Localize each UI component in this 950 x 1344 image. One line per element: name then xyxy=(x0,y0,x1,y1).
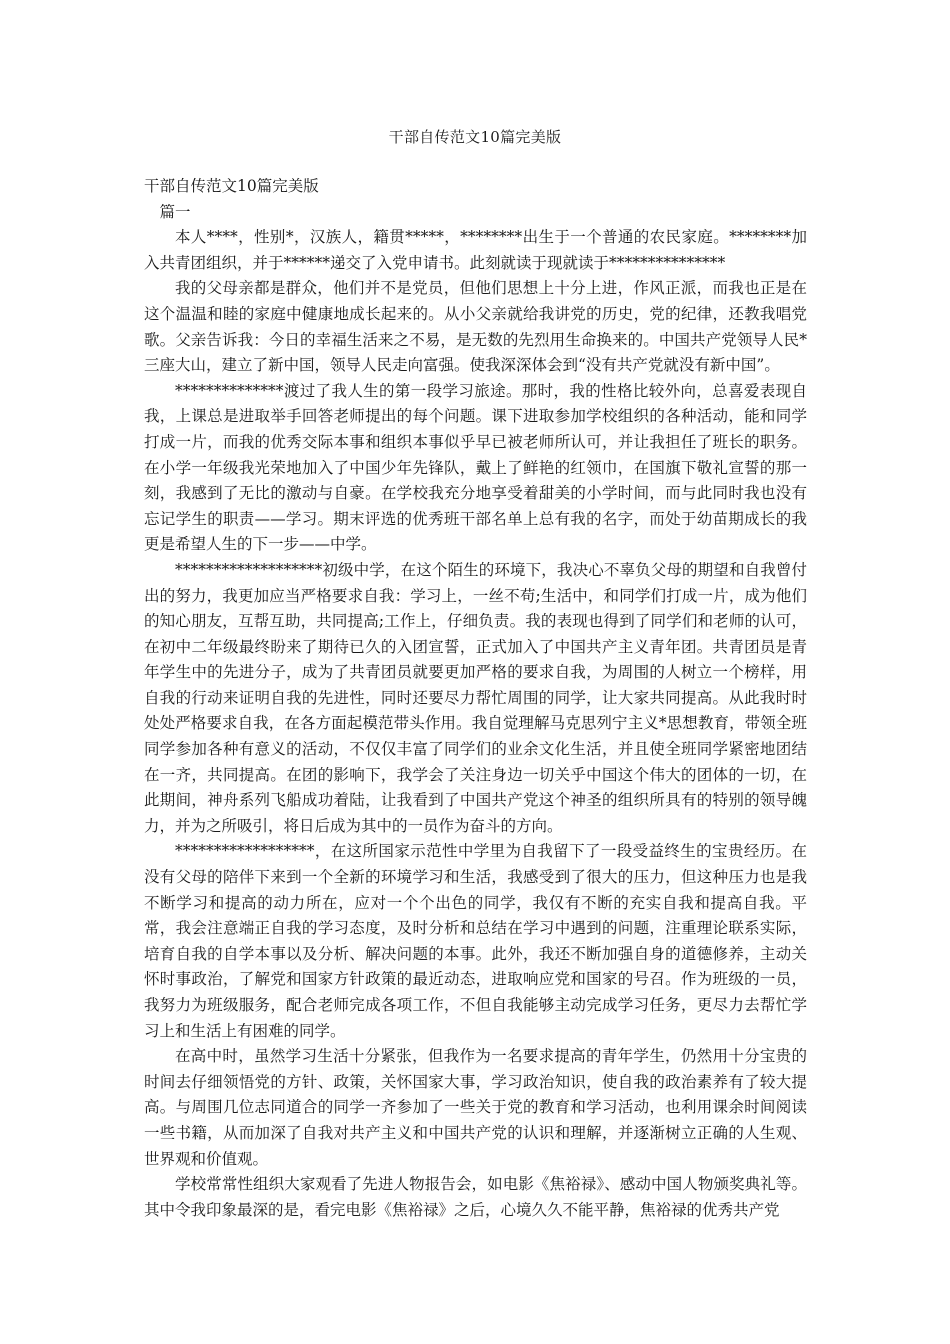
paragraph: ******************，在这所国家示范性中学里为自我留下了一段受益终生的宝贵经历。在没有父母的陪伴下来到一个全新的环境学习和生活，我感受到了很大的压力，但这种压力也是我不断学习和提高的动力所在，应对一个个出色的同学，我仅有不断的充实自我和提高自我。平常，我会注意端正自我的学习态度，及时分析和总结在学习中遇到的问题，注重理论联系实际，培育自我的自学本事以及分析、解决问题的本事。此外，我还不断加强自身的道德修养，主动关怀时事政治，了解党和国家方针政策的最近动态，进取响应党和国家的号召。作为班级的一员，我努力为班级服务，配合老师完成各项工作，不但自我能够主动完成学习任务，更尽力去帮忙学习上和生活上有困难的同学。 xyxy=(144,842,807,1040)
section-label: 篇一 xyxy=(159,202,191,221)
paragraph: 我的父母亲都是群众，他们并不是党员，但他们思想上十分上进，作风正派，而我也正是在这个温温和睦的家庭中健康地成长起来的。从小父亲就给我讲党的历史，党的纪律，还教我唱党歌。父亲告诉我：今日的幸福生活来之不易，是无数的先烈用生命换来的。中国共产党领导人民*三座大山，建立了新中国，领导人民走向富强。使我深深体会到“没有共产党就没有新中国”。 xyxy=(144,279,807,375)
document-body xyxy=(144,174,807,1223)
paragraph: 本人****，性别*，汉族人，籍贯*****，********出生于一个普通的农民家庭。********加入共青团组织，并于******递交了入党申请书。此刻就读于现就读于*************** xyxy=(144,228,807,272)
paragraph: 学校常常性组织大家观看了先进人物报告会，如电影《焦裕禄》、感动中国人物颁奖典礼等。其中令我印象最深的是，看完电影《焦裕禄》之后，心境久久不能平静，焦裕禄的优秀共产党 xyxy=(144,1175,807,1219)
document-subtitle: 干部自传范文10篇完美版 xyxy=(144,177,319,195)
paragraph: *******************初级中学，在这个陌生的环境下，我决心不辜负父母的期望和自我曾付出的努力，我更加应当严格要求自我：学习上，一丝不苟;生活中，和同学们打成一片，成为他们的知心朋友，互帮互助，共同提高;工作上，仔细负责。我的表现也得到了同学们和老师的认可，在初中二年级最终盼来了期待已久的入团宣誓，正式加入了中国共产主义青年团。共青团员是青年学生中的先进分子，成为了共青团员就要更加严格的要求自我，为周围的人树立一个榜样，用自我的行动来证明自我的先进性，同时还要尽力帮忙周围的同学，让大家共同提高。从此我时时处处严格要求自我，在各方面起模范带头作用。我自觉理解马克思列宁主义*思想教育，带领全班同学参加各种有意义的活动，不仅仅丰富了同学们的业余文化生活，并且使全班同学紧密地团结在一齐，共同提高。在团的影响下，我学会了关注身边一切关乎中国这个伟大的团体的一切，在此期间，神舟系列飞船成功着陆，让我看到了中国共产党这个神圣的组织所具有的特别的领导魄力，并为之所吸引，将日后成为其中的一员作为奋斗的方向。 xyxy=(144,560,807,835)
paragraph: 在高中时，虽然学习生活十分紧张，但我作为一名要求提高的青年学生，仍然用十分宝贵的时间去仔细领悟党的方针、政策，关怀国家大事，学习政治知识，使自我的政治素养有了较大提高。与周围几位志同道合的同学一齐参加了一些关于党的教育和学习活动，也利用课余时间阅读一些书籍，从而加深了自我对共产主义和中国共产党的认识和理解，并逐渐树立正确的人生观、世界观和价值观。 xyxy=(144,1047,807,1168)
paragraph: **************渡过了我人生的第一段学习旅途。那时，我的性格比较外向，总喜爱表现自我，上课总是进取举手回答老师提出的每个问题。课下进取参加学校组织的各种活动，能和同学打成一片，而我的优秀交际本事和组织本事似乎早已被老师所认可，并让我担任了班长的职务。在小学一年级我光荣地加入了中国少年先锋队，戴上了鲜艳的红领巾，在国旗下敬礼宣誓的那一刻，我感到了无比的激动与自豪。在学校我充分地享受着甜美的小学时间，而与此同时我也没有忘记学生的职责——学习。期末评选的优秀班干部名单上总有我的名字，而处于幼苗期成长的我更是希望人生的下一步——中学。 xyxy=(144,381,807,554)
document-title: 干部自传范文10篇完美版 xyxy=(388,128,562,146)
